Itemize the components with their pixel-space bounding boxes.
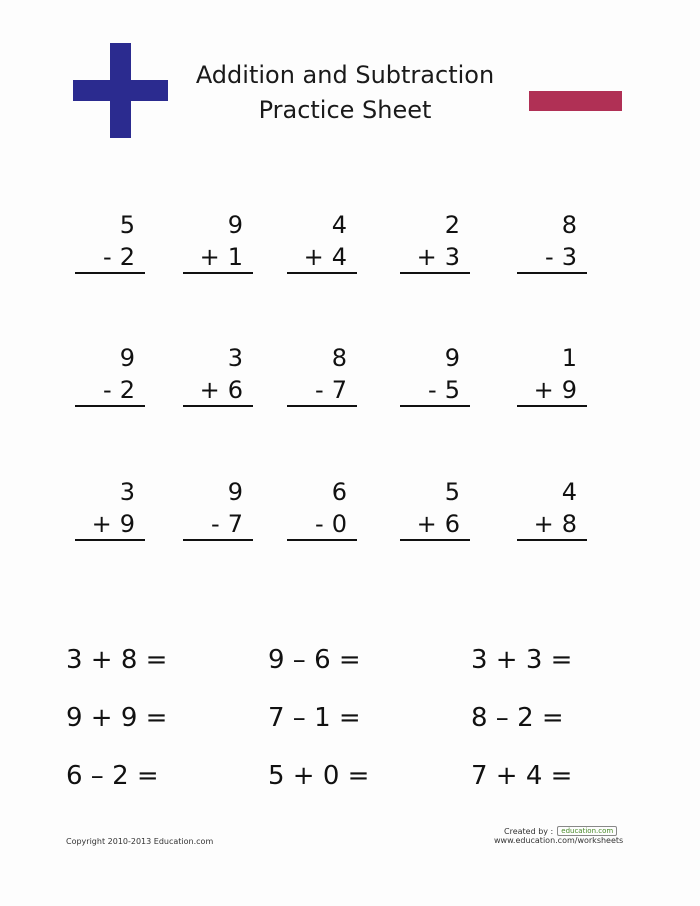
vertical-problem	[287, 477, 357, 547]
problem-operator: +	[303, 243, 324, 271]
problem-top-number: 3	[227, 344, 243, 372]
problem-top-number: 5	[444, 478, 460, 506]
vertical-problem	[75, 210, 145, 280]
problem-bottom-number: 2	[119, 376, 135, 404]
horizontal-problem: 7 – 1 =	[268, 703, 361, 733]
plus-sign-icon	[73, 43, 168, 138]
vertical-problem	[183, 477, 253, 547]
problem-top-number: 8	[561, 211, 577, 239]
problem-bottom-line	[183, 242, 253, 274]
page-title	[160, 58, 530, 128]
vertical-problem	[75, 477, 145, 547]
horizontal-problem: 9 + 9 =	[66, 703, 168, 733]
problem-top-number: 4	[561, 478, 577, 506]
vertical-problem	[517, 343, 587, 413]
problem-bottom-line	[517, 509, 587, 541]
vertical-problem	[287, 210, 357, 280]
problem-operator: -	[103, 243, 112, 271]
vertical-problem	[400, 210, 470, 280]
copyright-text: Copyright 2010-2013 Education.com	[66, 837, 214, 846]
problem-top-number: 8	[331, 344, 347, 372]
problem-top-number: 9	[227, 211, 243, 239]
problem-top-number: 4	[331, 211, 347, 239]
problem-operator: -	[315, 510, 324, 538]
problem-bottom-line	[287, 242, 357, 274]
problem-operator: -	[103, 376, 112, 404]
problem-bottom-number: 7	[227, 510, 243, 538]
problem-top-number: 1	[561, 344, 577, 372]
problem-bottom-line	[183, 375, 253, 407]
title-line-2: Practice Sheet	[258, 96, 432, 124]
problem-top-number: 9	[444, 344, 460, 372]
horizontal-problem: 3 + 8 =	[66, 645, 168, 675]
horizontal-problem: 7 + 4 =	[471, 761, 573, 791]
problem-top-number: 3	[119, 478, 135, 506]
plus-horizontal-bar	[73, 80, 168, 101]
problem-bottom-line	[183, 509, 253, 541]
problem-operator: -	[545, 243, 554, 271]
horizontal-problem: 3 + 3 =	[471, 645, 573, 675]
problem-bottom-line	[400, 509, 470, 541]
vertical-problem	[517, 210, 587, 280]
vertical-problem	[287, 343, 357, 413]
problem-bottom-line	[400, 375, 470, 407]
title-line-1: Addition and Subtraction	[195, 61, 495, 89]
problem-bottom-line	[400, 242, 470, 274]
horizontal-problem: 6 – 2 =	[66, 761, 159, 791]
horizontal-problem: 5 + 0 =	[268, 761, 370, 791]
problem-bottom-line	[517, 242, 587, 274]
vertical-problem	[183, 210, 253, 280]
education-logo-icon: education.com	[557, 826, 617, 836]
problem-bottom-number: 9	[561, 376, 577, 404]
problem-bottom-number: 2	[119, 243, 135, 271]
minus-sign-icon	[529, 91, 622, 111]
problem-top-number: 9	[119, 344, 135, 372]
problem-bottom-number: 3	[444, 243, 460, 271]
problem-operator: +	[533, 510, 554, 538]
vertical-problem	[75, 343, 145, 413]
problem-top-number: 6	[331, 478, 347, 506]
problem-operator: +	[416, 510, 437, 538]
vertical-problem	[517, 477, 587, 547]
problem-bottom-line	[287, 375, 357, 407]
problem-bottom-line	[75, 242, 145, 274]
problem-bottom-number: 8	[561, 510, 577, 538]
problem-bottom-number: 3	[561, 243, 577, 271]
problem-top-number: 2	[444, 211, 460, 239]
created-by-label: Created by :	[504, 826, 554, 836]
horizontal-problem: 9 – 6 =	[268, 645, 361, 675]
problem-bottom-number: 5	[444, 376, 460, 404]
vertical-problem	[183, 343, 253, 413]
vertical-problem	[400, 343, 470, 413]
horizontal-problem: 8 – 2 =	[471, 703, 564, 733]
worksheets-url: www.education.com/worksheets	[494, 836, 624, 845]
problem-operator: +	[533, 376, 554, 404]
problem-bottom-line	[75, 375, 145, 407]
problem-bottom-line	[287, 509, 357, 541]
footer-credit	[494, 826, 634, 845]
problem-bottom-number: 4	[331, 243, 347, 271]
problem-operator: +	[416, 243, 437, 271]
problem-operator: +	[199, 243, 220, 271]
problem-bottom-number: 9	[119, 510, 135, 538]
problem-bottom-number: 6	[444, 510, 460, 538]
problem-operator: -	[428, 376, 437, 404]
problem-bottom-number: 0	[331, 510, 347, 538]
problem-operator: +	[91, 510, 112, 538]
problem-bottom-number: 7	[331, 376, 347, 404]
problem-bottom-line	[75, 509, 145, 541]
problem-bottom-number: 6	[227, 376, 243, 404]
problem-operator: +	[199, 376, 220, 404]
vertical-problem	[400, 477, 470, 547]
problem-top-number: 9	[227, 478, 243, 506]
problem-bottom-line	[517, 375, 587, 407]
problem-operator: -	[315, 376, 324, 404]
problem-operator: -	[211, 510, 220, 538]
problem-top-number: 5	[119, 211, 135, 239]
problem-bottom-number: 1	[227, 243, 243, 271]
